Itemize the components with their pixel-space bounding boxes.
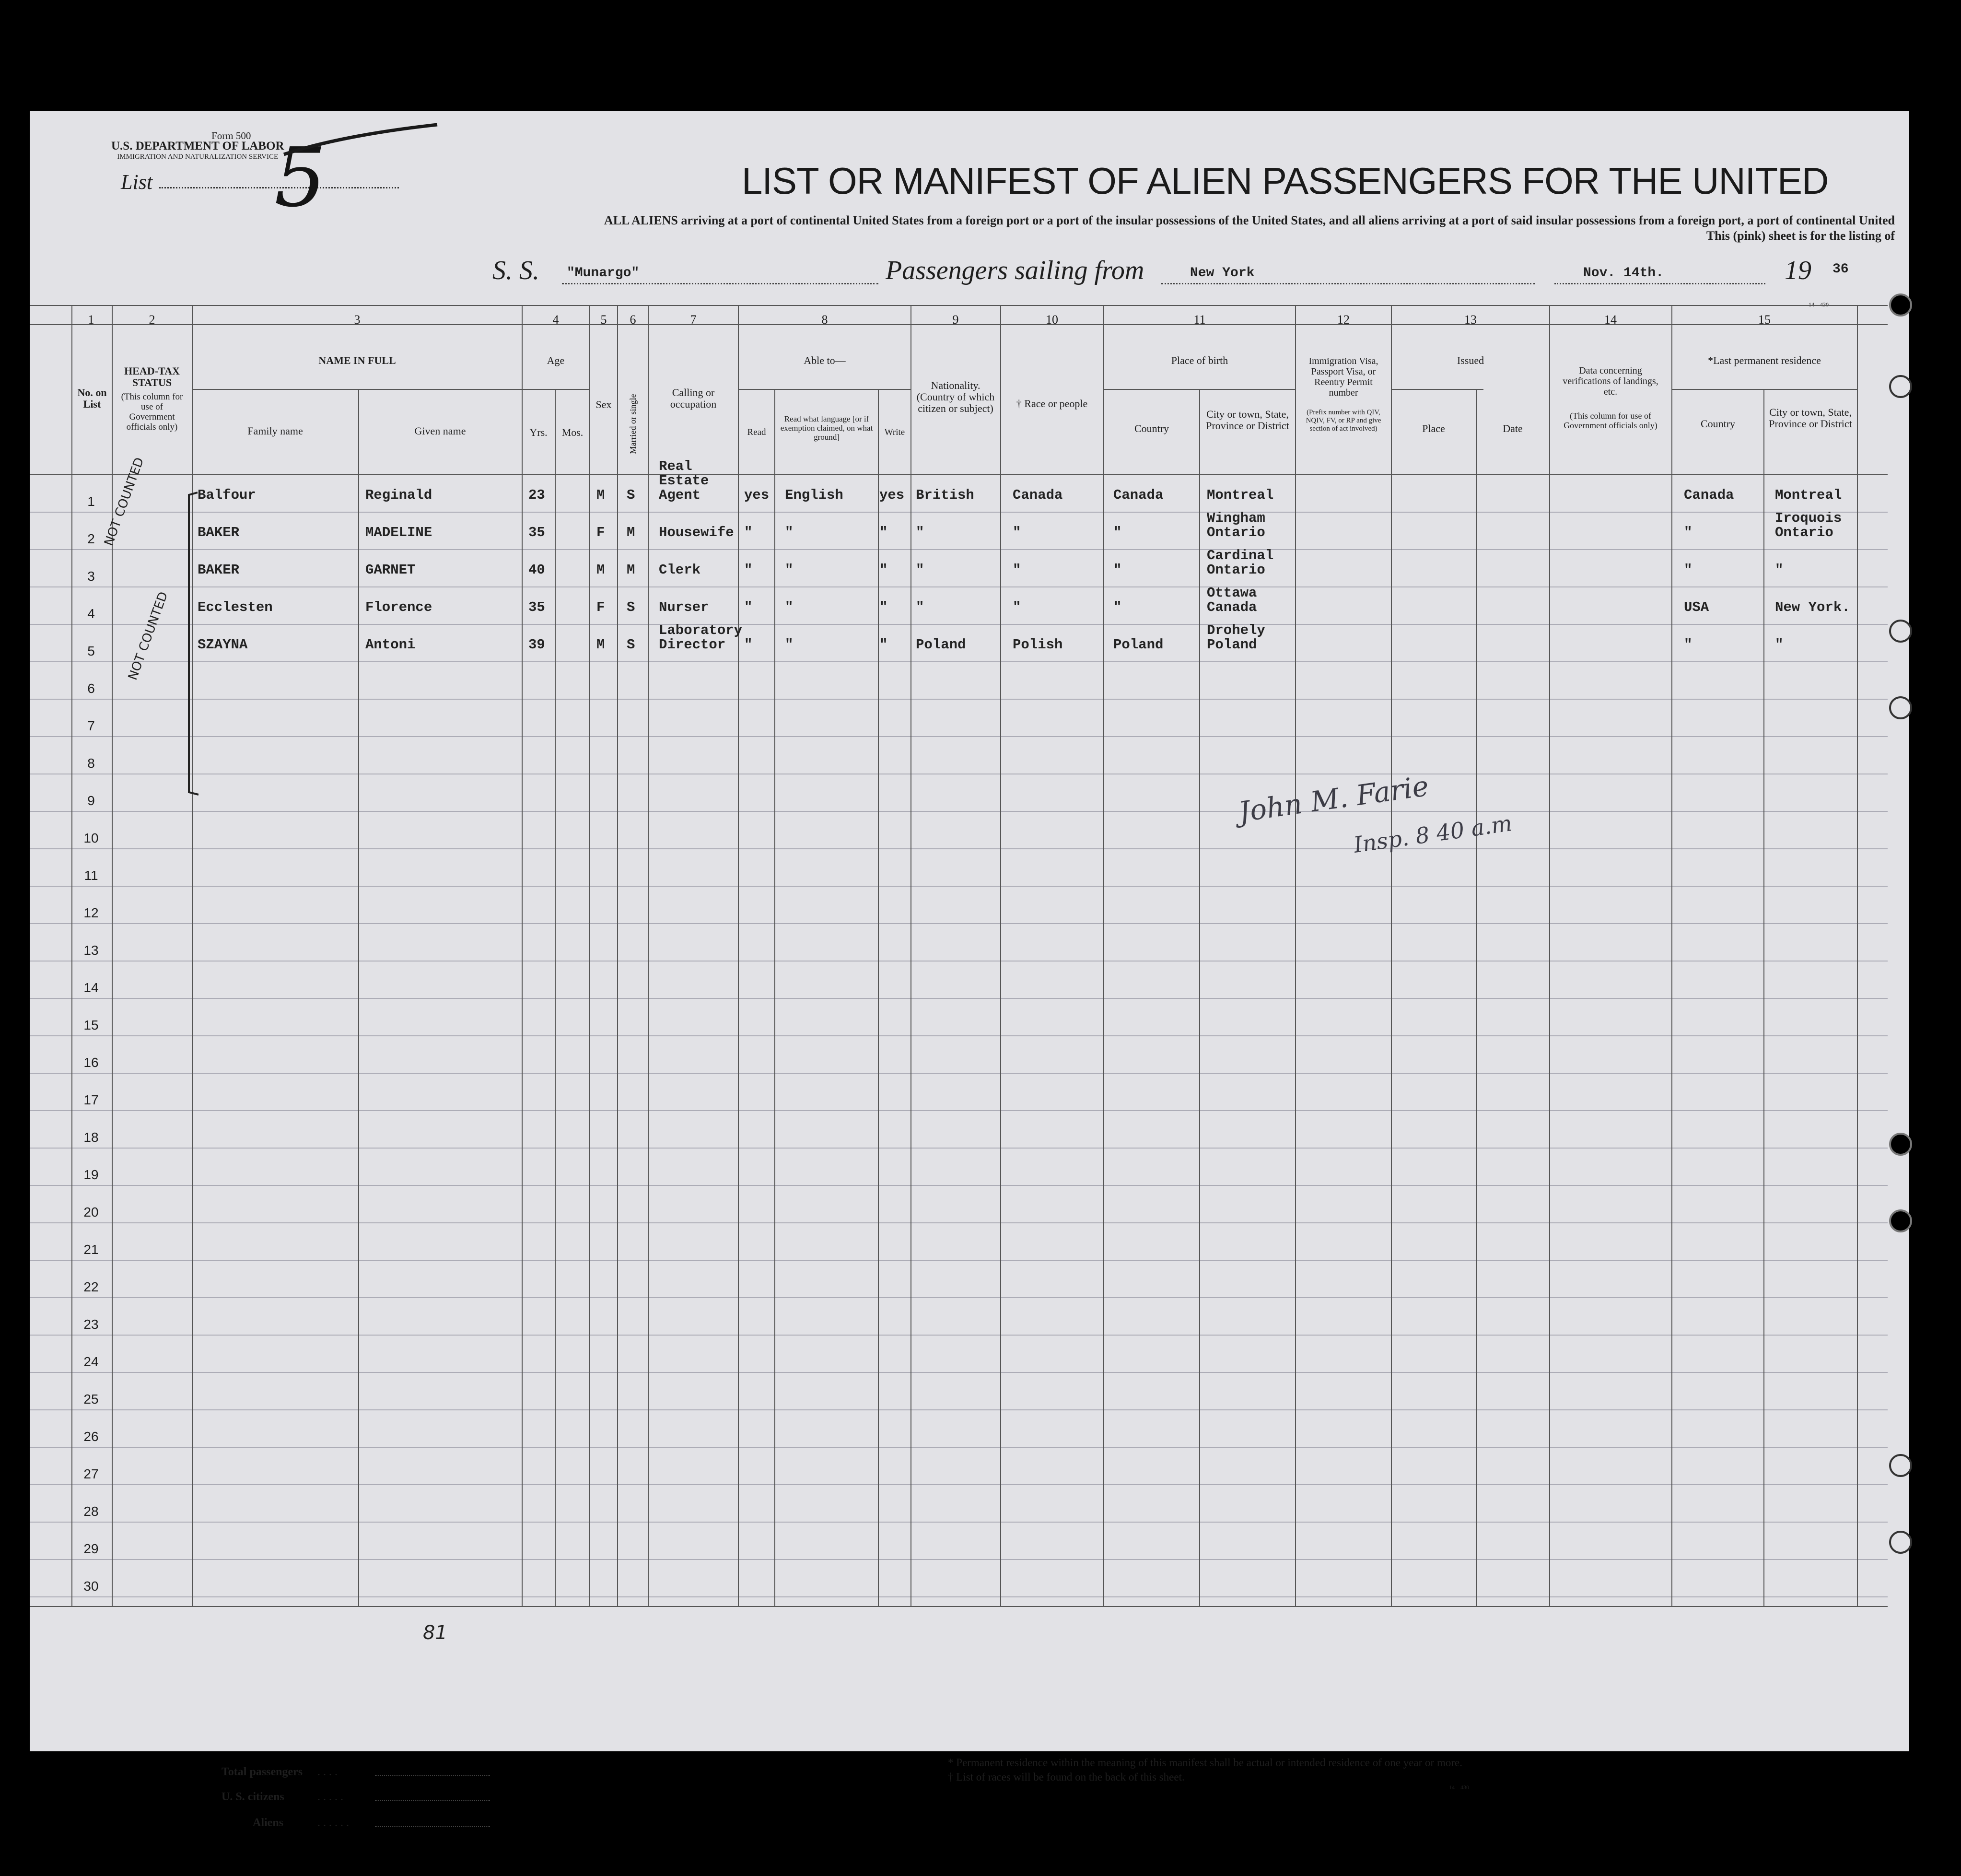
hdr-read: Read (747, 427, 766, 437)
cell-occupation: Nurser (659, 599, 709, 615)
cell-birth-country: Poland (1113, 637, 1164, 653)
cell-occupation: Housewife (659, 525, 734, 540)
footnote-races: † List of races will be found on the back of this sheet. (948, 1771, 1185, 1783)
row-number: 25 (83, 1392, 99, 1407)
intro-line-2: This (pink) sheet is for the listing of (1706, 229, 1895, 243)
cell-nationality: British (916, 487, 974, 503)
cell-family-name: Ecclesten (198, 599, 273, 615)
manifest-sheet (30, 111, 1909, 1829)
row-number: 18 (83, 1130, 99, 1145)
cell-res-city: Montreal (1775, 487, 1842, 503)
cell-occupation: Director (659, 637, 726, 653)
col-num-11: 11 (1193, 313, 1206, 327)
col-num-5: 5 (600, 313, 607, 327)
hdr-res-city: City or town, State, Province or District (1769, 406, 1852, 430)
cell-write: yes (879, 487, 905, 503)
cell-language: " (785, 562, 794, 578)
cell-birth-city: Drohely (1207, 622, 1265, 638)
col-num-4: 4 (552, 313, 559, 327)
cell-write: " (879, 599, 888, 615)
cell-race: Canada (1013, 487, 1063, 503)
cell-res-country: USA (1684, 599, 1709, 615)
form-number: Form 500 (211, 130, 251, 141)
inspector-signature: John M. Farie (1237, 769, 1431, 829)
cell-nationality: " (916, 562, 924, 578)
cell-family-name: SZAYNA (198, 637, 248, 653)
aliens-line (375, 1826, 490, 1827)
cell-write: " (879, 637, 888, 653)
row-number: 23 (83, 1317, 99, 1332)
row-number: 12 (83, 905, 99, 920)
col-num-15: 15 (1758, 313, 1771, 327)
row-number: 20 (83, 1205, 99, 1219)
cell-sex: M (596, 487, 605, 503)
cell-given-name: MADELINE (365, 525, 432, 540)
cell-res-country: " (1684, 525, 1693, 540)
punch-hole (1889, 375, 1912, 398)
total-passengers-label: Total passengers (222, 1766, 303, 1778)
hdr-issued: Issued (1457, 354, 1484, 366)
from-port: New York (1190, 266, 1255, 281)
list-number: 5 (274, 130, 327, 225)
cell-birth-city: Ontario (1207, 562, 1265, 578)
row-number: 1 (87, 494, 95, 509)
cell-res-country: " (1684, 562, 1693, 578)
cell-occupation: Laboratory (659, 622, 743, 638)
cell-res-city: Ontario (1775, 525, 1833, 540)
cell-sex: F (596, 599, 605, 615)
cell-res-city: " (1775, 637, 1784, 653)
col-num-1: 1 (88, 313, 94, 327)
col-num-7: 7 (690, 313, 697, 327)
us-citizens-label: U. S. citizens (222, 1791, 284, 1803)
manifest-title: LIST OR MANIFEST OF ALIEN PASSENGERS FOR THE UNITED (742, 160, 1829, 202)
cell-language: " (785, 637, 794, 653)
hdr-write: Write (884, 427, 905, 437)
hdr-calling: Calling or occupation (670, 387, 717, 410)
hdr-verifications-note: (This column for use of Government officials only) (1564, 411, 1658, 430)
hdr-given-name: Given name (414, 425, 466, 437)
cell-birth-city: Ontario (1207, 525, 1265, 540)
hdr-sex: Sex (595, 399, 612, 410)
hdr-verifications: Data concerning verifications of landings, etc. (1563, 365, 1658, 397)
cell-sex: M (596, 562, 605, 578)
row-number: 24 (83, 1354, 99, 1369)
cell-res-city: " (1775, 562, 1784, 578)
cell-given-name: Antoni (365, 637, 416, 653)
aliens-label: Aliens (253, 1817, 284, 1829)
cell-age-years: 35 (528, 599, 545, 615)
row-number: 26 (83, 1429, 99, 1444)
cell-age-years: 40 (528, 562, 545, 578)
cell-given-name: Florence (365, 599, 432, 615)
list-label: List (121, 170, 153, 194)
hdr-family-name: Family name (247, 425, 303, 437)
row-number: 4 (87, 606, 95, 621)
hdr-mos: Mos. (561, 426, 584, 438)
cell-marital-status: S (627, 599, 635, 615)
cell-nationality: Poland (916, 637, 966, 653)
row-number: 30 (83, 1579, 99, 1594)
stamp-number: 81 (423, 1622, 447, 1644)
row-number: 22 (83, 1279, 99, 1294)
cell-birth-country: " (1113, 562, 1122, 578)
cell-occupation: Agent (659, 487, 701, 503)
row-number: 16 (83, 1055, 99, 1070)
cell-marital-status: M (627, 562, 635, 578)
hdr-name-in-full: NAME IN FULL (318, 354, 396, 366)
punch-hole (1889, 620, 1912, 643)
cell-nationality: " (916, 599, 924, 615)
year-suffix: 36 (1833, 262, 1849, 277)
row-number: 14 (83, 980, 99, 995)
hdr-head-tax: HEAD-TAX STATUS (124, 365, 180, 388)
cell-birth-country: " (1113, 525, 1122, 540)
cell-read: " (744, 637, 753, 653)
cell-res-city: Iroquois (1775, 510, 1842, 526)
cell-age-years: 39 (528, 637, 545, 653)
citizens-dots: . . . . . (317, 1791, 343, 1803)
year-prefix: 19 (1785, 256, 1811, 285)
row-number: 15 (83, 1018, 99, 1032)
cell-nationality: " (916, 525, 924, 540)
col-num-12: 12 (1337, 313, 1350, 327)
hdr-head-tax-note: (This column for use of Government officials only) (121, 392, 183, 432)
col-num-6: 6 (630, 313, 636, 327)
row-number: 29 (83, 1541, 99, 1556)
row-number: 19 (83, 1167, 99, 1182)
hdr-birth-country: Country (1134, 422, 1169, 434)
department-name: U.S. DEPARTMENT OF LABOR (111, 140, 284, 152)
col-num-10: 10 (1046, 313, 1058, 327)
hdr-place: Place (1422, 422, 1445, 434)
cell-race: " (1013, 599, 1021, 615)
cell-given-name: Reginald (365, 487, 432, 503)
cell-birth-city: Cardinal (1207, 548, 1274, 563)
cell-marital-status: M (627, 525, 635, 540)
ss-label: S. S. (492, 256, 539, 285)
cell-res-country: " (1684, 637, 1693, 653)
hdr-visa-note: (Prefix number with QIV, NQIV, FV, or RP and give section of act involved) (1306, 409, 1381, 433)
aliens-dots: . . . . . . (317, 1817, 349, 1829)
cell-read: " (744, 562, 753, 578)
cell-language: English (785, 487, 843, 503)
bracket-mark (183, 490, 202, 797)
sailing-date: Nov. 14th. (1583, 266, 1664, 281)
cell-occupation: Clerk (659, 562, 701, 578)
cell-race: " (1013, 562, 1021, 578)
cell-sex: F (596, 525, 605, 540)
hdr-visa: Immigration Visa, Passport Visa, or Reentry Permit number (1308, 356, 1378, 398)
hdr-race: † Race or people (1016, 398, 1088, 410)
cell-write: " (879, 525, 888, 540)
cell-age-years: 35 (528, 525, 545, 540)
col-num-8: 8 (821, 313, 828, 327)
footnote-residence: * Permanent residence within the meaning of this manifest shall be actual or intended residence of one year or more. (948, 1757, 1462, 1769)
hdr-yrs: Yrs. (529, 426, 548, 438)
cell-res-city: New York. (1775, 599, 1850, 615)
cell-marital-status: S (627, 637, 635, 653)
cell-given-name: GARNET (365, 562, 416, 578)
form-code-bottom: 14—430 (1449, 1784, 1469, 1791)
row-number: 3 (87, 569, 95, 584)
service-name: IMMIGRATION AND NATURALIZATION SERVICE (117, 153, 279, 161)
row-number: 9 (87, 793, 95, 808)
cell-race: " (1013, 525, 1021, 540)
hdr-married: Married or single (628, 394, 638, 454)
row-number: 5 (87, 644, 95, 658)
cell-read: yes (744, 487, 770, 503)
cell-birth-city: Canada (1207, 599, 1257, 615)
col-num-13: 13 (1464, 313, 1477, 327)
cell-birth-city: Wingham (1207, 510, 1265, 526)
punch-hole (1889, 1531, 1912, 1554)
cell-read: " (744, 525, 753, 540)
total-line (375, 1775, 490, 1776)
hdr-date: Date (1503, 422, 1523, 434)
cell-language: " (785, 599, 794, 615)
ship-name: "Munargo" (567, 266, 640, 281)
col-num-2: 2 (149, 313, 155, 327)
punch-hole (1889, 293, 1912, 317)
punch-hole (1889, 696, 1912, 719)
hdr-birth-city: City or town, State, Province or District (1206, 408, 1289, 432)
row-number: 10 (83, 831, 99, 845)
cell-family-name: Balfour (198, 487, 256, 503)
cell-family-name: BAKER (198, 525, 240, 540)
cell-occupation: Real (659, 458, 692, 474)
col-num-3: 3 (354, 313, 361, 327)
cell-language: " (785, 525, 794, 540)
cell-sex: M (596, 637, 605, 653)
cell-res-country: Canada (1684, 487, 1734, 503)
cell-birth-city: Montreal (1207, 487, 1274, 503)
cell-birth-country: Canada (1113, 487, 1164, 503)
punch-hole (1889, 1133, 1912, 1156)
cell-age-years: 23 (528, 487, 545, 503)
hdr-last-residence: *Last permanent residence (1708, 354, 1821, 366)
cell-occupation: Estate (659, 473, 709, 489)
cell-birth-country: " (1113, 599, 1122, 615)
cell-write: " (879, 562, 888, 578)
hdr-place-of-birth: Place of birth (1171, 354, 1228, 366)
not-counted-note-2: NOT COUNTED (126, 590, 171, 682)
cell-birth-city: Poland (1207, 637, 1257, 653)
intro-line-1: ALL ALIENS arriving at a port of continental United States from a foreign port or a port of the insular possessions of the United States, and all aliens arriving at a port of said insular possessions from a foreign port, a port of continental United (604, 213, 1895, 227)
inspector-time: Insp. 8 40 a.m (1352, 810, 1514, 858)
punch-hole (1889, 1454, 1912, 1477)
not-counted-note-1: NOT COUNTED (102, 456, 147, 548)
total-dots: . . . . (317, 1766, 338, 1778)
row-number: 27 (83, 1466, 99, 1481)
cell-read: " (744, 599, 753, 615)
cell-family-name: BAKER (198, 562, 240, 578)
col-num-9: 9 (952, 313, 959, 327)
row-number: 17 (83, 1092, 99, 1107)
row-number: 28 (83, 1504, 99, 1519)
cell-race: Polish (1013, 637, 1063, 653)
col-num-14: 14 (1604, 313, 1617, 327)
row-number: 13 (83, 943, 99, 958)
row-number: 2 (87, 531, 95, 546)
hdr-age: Age (547, 354, 565, 366)
row-number: 7 (87, 718, 95, 733)
row-number: 8 (87, 756, 95, 771)
hdr-read-language: Read what language [or if exemption claimed, on what ground] (780, 414, 873, 442)
punch-hole (1889, 1209, 1912, 1232)
hdr-no-on-list: No. on List (77, 387, 107, 410)
hdr-res-country: Country (1700, 418, 1736, 430)
row-number: 11 (84, 868, 98, 883)
sailing-label: Passengers sailing from (886, 256, 1144, 285)
citizens-line (375, 1800, 490, 1801)
cell-marital-status: S (627, 487, 635, 503)
cell-birth-city: Ottawa (1207, 585, 1257, 601)
row-number: 6 (87, 681, 95, 696)
hdr-nationality: Nationality. (Country of which citizen or subject) (916, 379, 995, 414)
row-number: 21 (83, 1242, 99, 1257)
hdr-able-to: Able to— (804, 354, 846, 366)
form-code-top: 14—430 (1809, 301, 1829, 308)
